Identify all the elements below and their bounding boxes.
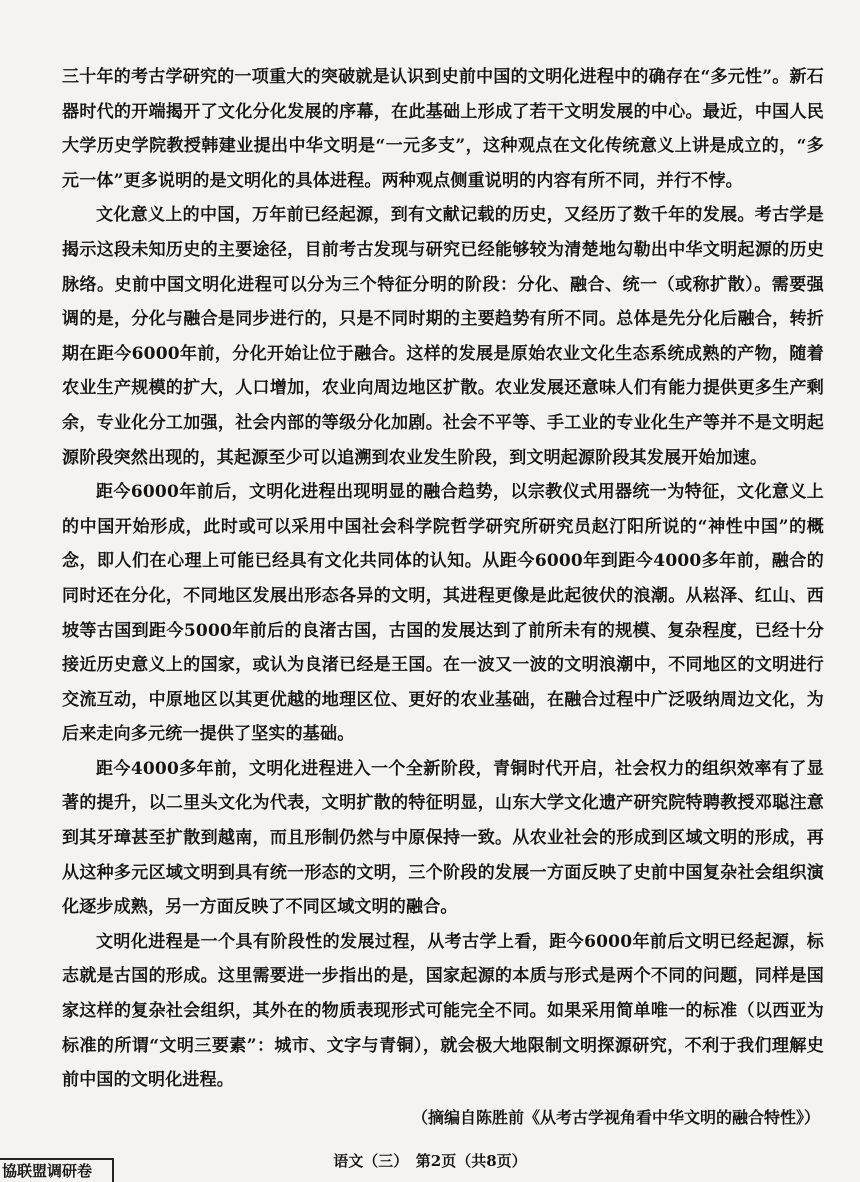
article-body	[62, 60, 824, 1098]
paragraph-5: 文明化进程是一个具有阶段性的发展过程，从考古学上看，距今6000年前后文明已经起源，标志就是古国的形成。这里需要进一步指出的是，国家起源的本质与形式是两个不同的问题，同样是国家这样的复杂社会组织，其外在的物质表现形式可能完全不同。如果采用简单唯一的标准（以西亚为标准的所谓“文明三要素”：城市、文字与青铜），就会极大地限制文明探源研究，不利于我们理解史前中国的文明化进程。	[62, 931, 824, 1091]
paragraph-2: 文化意义上的中国，万年前已经起源，到有文献记载的历史，又经历了数千年的发展。考古学是揭示这段未知历史的主要途径，目前考古发现与研究已经能够较为清楚地勾勒出中华文明起源的历史脉络。史前中国文明化进程可以分为三个特征分明的阶段：分化、融合、统一（或称扩散）。需要强调的是，分化与融合是同步进行的，只是不同时期的主要趋势有所不同。总体是先分化后融合，转折期在距今6000年前，分化开始让位于融合。这样的发展是原始农业文化生态系统成熟的产物，随着农业生产规模的扩大，人口增加，农业向周边地区扩散。农业发展还意味人们有能力提供更多生产剩余，专业化分工加强，社会内部的等级分化加剧。社会不平等、手工业的专业化生产等并不是文明起源阶段突然出现的，其起源至少可以追溯到农业发生阶段，到文明起源阶段其发展开始加速。	[62, 205, 824, 468]
corner-stamp: 協联盟调研卷	[0, 1158, 114, 1182]
paragraph-3: 距今6000年前后，文明化进程出现明显的融合趋势，以宗教仪式用器统一为特征，文化意义上的中国开始形成，此时或可以采用中国社会科学院哲学研究所研究员赵汀阳所说的“神性中国”的概念，即人们在心理上可能已经具有文化共同体的认知。从距今6000年到距今4000多年前，融合的同时还在分化，不同地区发展出形态各异的文明，其进程更像是此起彼伏的浪潮。从崧泽、红山、西坡等古国到距今5000年前后的良渚古国，古国的发展达到了前所未有的规模、复杂程度，已经十分接近历史意义上的国家，或认为良渚已经是王国。在一波又一波的文明浪潮中，不同地区的文明进行交流互动，中原地区以其更优越的地理区位、更好的农业基础，在融合过程中广泛吸纳周边文化，为后来走向多元统一提供了坚实的基础。	[62, 482, 824, 745]
source-citation: （摘编自陈胜前《从考古学视角看中华文明的融合特性》）	[411, 1108, 820, 1127]
page-footer: 语文（三） 第2页（共8页）	[333, 1152, 527, 1170]
paragraph-1: 三十年的考古学研究的一项重大的突破就是认识到史前中国的文明化进程中的确存在“多元性”。新石器时代的开端揭开了文化分化发展的序幕，在此基础上形成了若干文明发展的中心。最近，中国人民大学历史学院教授韩建业提出中华文明是“一元多支”，这种观点在文化传统意义上讲是成立的，“多元一体”更多说明的是文明化的具体进程。两种观点侧重说明的内容有所不同，并行不悖。	[62, 67, 824, 191]
paragraph-4: 距今4000多年前，文明化进程进入一个全新阶段，青铜时代开启，社会权力的组织效率有了显著的提升，以二里头文化为代表，文明扩散的特征明显，山东大学文化遗产研究院特聘教授邓聪注意到其牙璋甚至扩散到越南，而且形制仍然与中原保持一致。从农业社会的形成到区域文明的形成，再从这种多元区域文明到具有统一形态的文明，三个阶段的发展一方面反映了史前中国复杂社会组织演化逐步成熟，另一方面反映了不同区域文明的融合。	[62, 758, 824, 918]
